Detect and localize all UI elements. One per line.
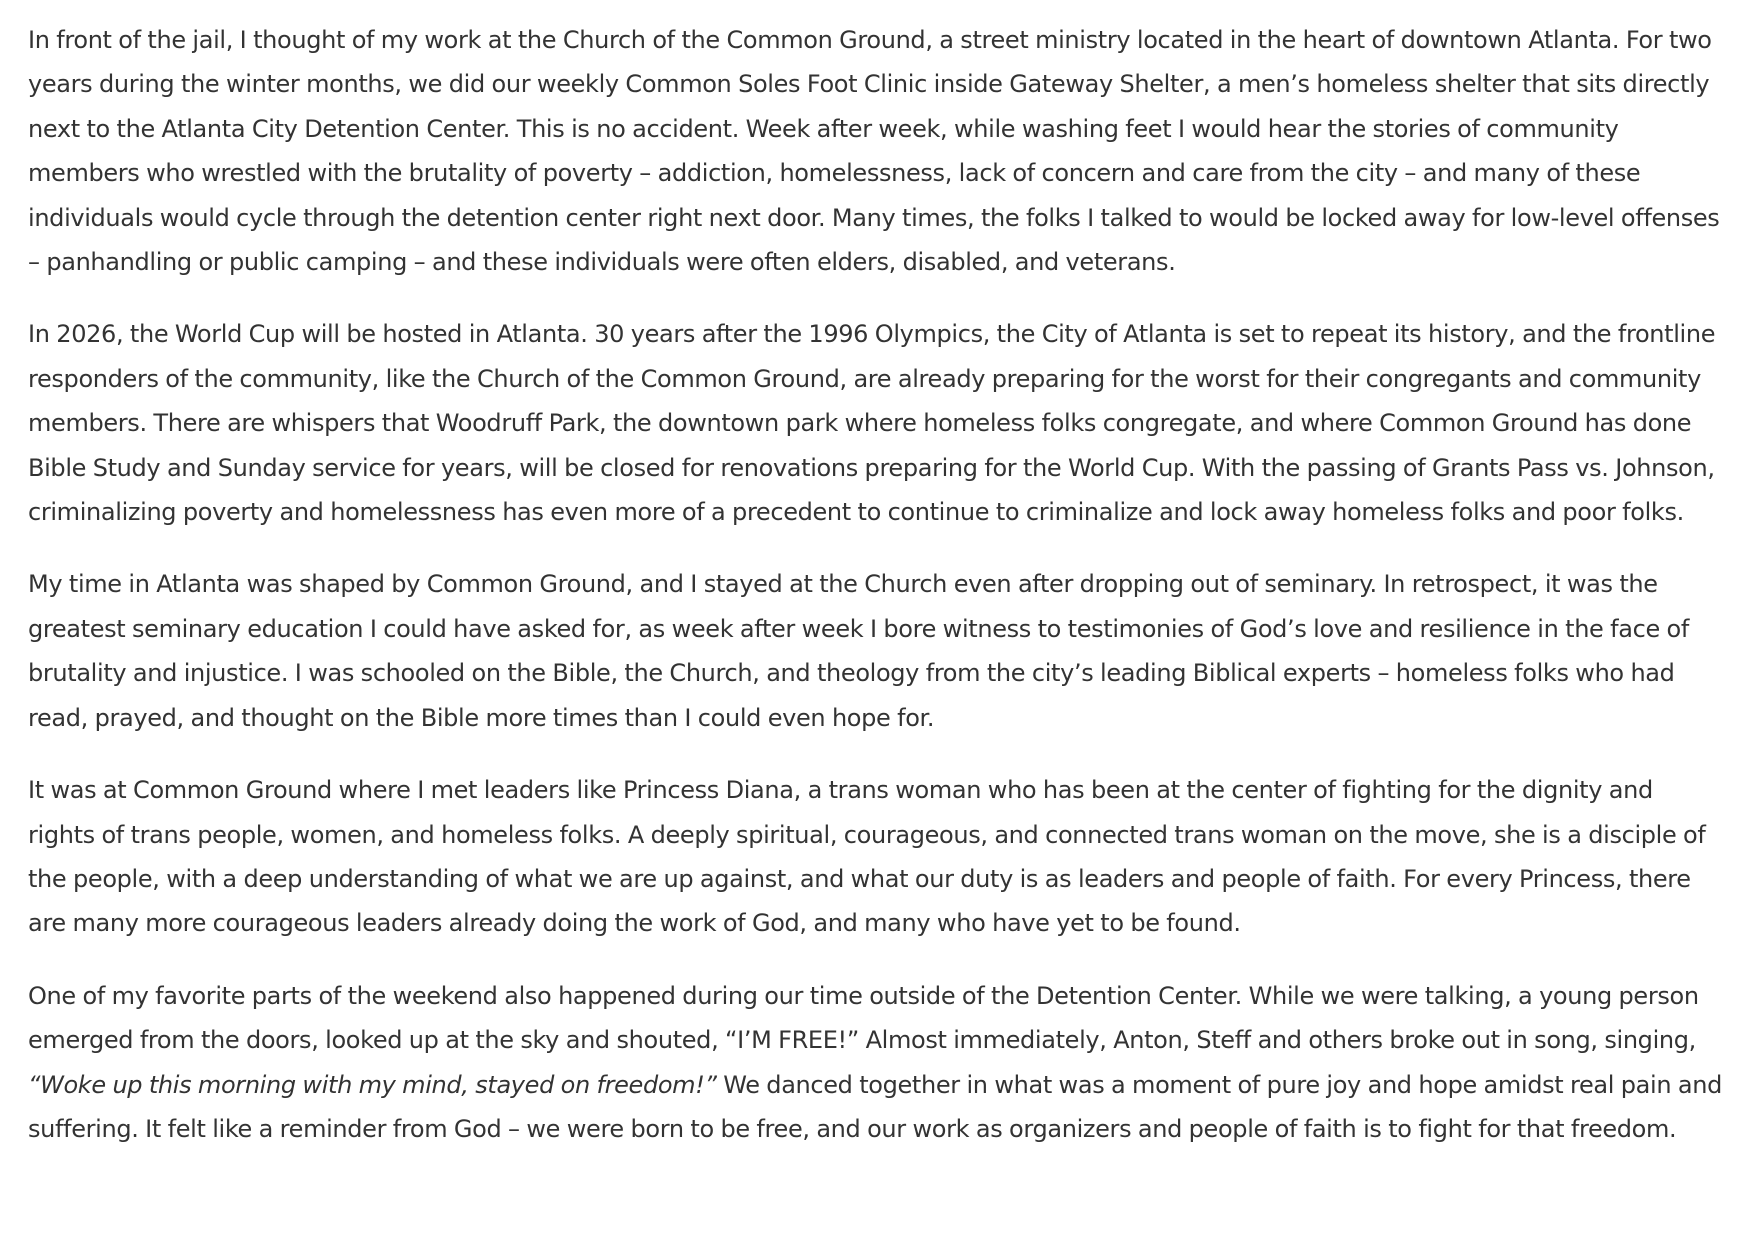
paragraph-princess-diana: It was at Common Ground where I met leaders like Princess Diana, a trans woman who has been at the center of fighting for the dignity and rights of trans people, women, and homeless folks. A deeply spiritual, courageous, and connected trans woman on the move, she is a disciple of the people, with a deep understanding of what we are up against, and what our duty is as leaders and people of faith. For every Princess, there are many more courageous leaders already doing the work of God, and many who have yet to be found. (28, 776, 1706, 938)
paragraph-seminary: My time in Atlanta was shaped by Common Ground, and I stayed at the Church even after dropping out of seminary. In retrospect, it was the greatest seminary education I could have asked for, as week after week I bore witness to testimonies of God’s love and resilience in the face of brutality and injustice. I was schooled on the Bible, the Church, and theology from the city’s leading Biblical experts – homeless folks who had read, prayed, and thought on the Bible more times than I could even hope for. (28, 570, 1689, 732)
paragraph-jail-common-ground: In front of the jail, I thought of my work at the Church of the Common Ground, a street ministry located in the heart of downtown Atlanta. For two years during the winter months, we did our weekly Common Soles Foot Clinic inside Gateway Shelter, a men’s homeless shelter that sits directly next to the Atlanta City Detention Center. This is no accident. Week after week, while washing feet I would hear the stories of community members who wrestled with the brutality of poverty – addiction, homelessness, lack of concern and care from the city – and many of these individuals would cycle through the detention center right next door. Many times, the folks I talked to would be locked away for low-level offenses – panhandling or public camping – and these individuals were often elders, disabled, and veterans. (28, 26, 1720, 277)
song-quote: “Woke up this morning with my mind, stayed on freedom!” (28, 1070, 717, 1099)
paragraph-im-free (28, 974, 1726, 1152)
paragraph-text-before-quote: One of my favorite parts of the weekend also happened during our time outside of the Detention Center. While we were talking, a young person emerged from the doors, looked up at the sky and shouted, “I’M FREE!” Almost immediately, Anton, Steff and others broke out in song, singing, (28, 981, 1699, 1055)
paragraph-text-after-quote: We danced together in what was a moment of pure joy and hope amidst real pain and suffering. It felt like a reminder from God – we were born to be free, and our work as organizers and people of faith is to fight for that freedom. (28, 1070, 1722, 1143)
paragraph-world-cup: In 2026, the World Cup will be hosted in Atlanta. 30 years after the 1996 Olympics, the City of Atlanta is set to repeat its history, and the frontline responders of the community, like the Church of the Common Ground, are already preparing for the worst for their congregants and community members. There are whispers that Woodruff Park, the downtown park where homeless folks congregate, and where Common Ground has done Bible Study and Sunday service for years, will be closed for renovations preparing for the World Cup. With the passing of Grants Pass vs. Johnson, criminalizing poverty and homelessness has even more of a precedent to continue to criminalize and lock away homeless folks and poor folks. (28, 320, 1716, 527)
